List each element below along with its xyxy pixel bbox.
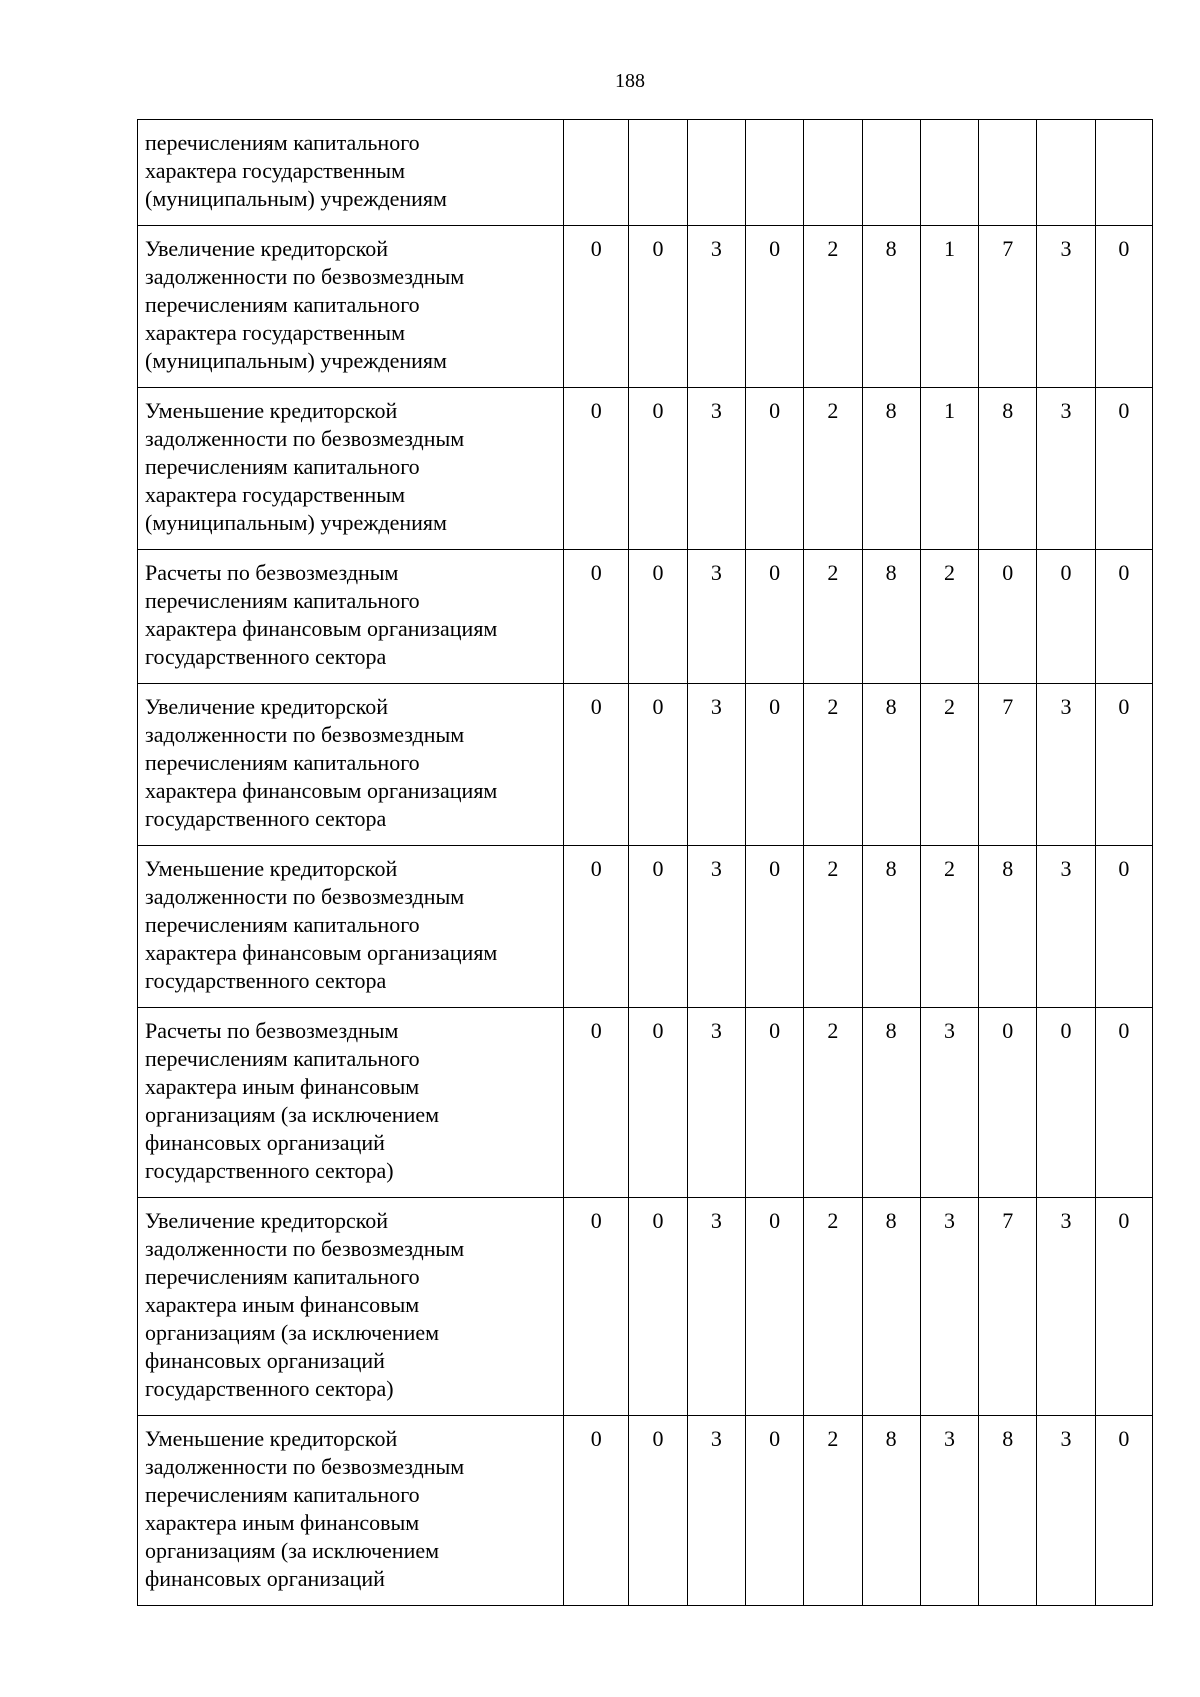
code-digit-cell: 0 — [745, 684, 803, 846]
table-row — [138, 1008, 1153, 1198]
code-digit-cell: 8 — [862, 684, 920, 846]
code-digit-cell: 3 — [687, 1008, 745, 1198]
table-row — [138, 388, 1153, 550]
code-digit-cell: 0 — [745, 846, 803, 1008]
code-digit-cell: 0 — [564, 1198, 629, 1416]
row-description: Увеличение кредиторской задолженности по безвозмездным перечислениям капитального характера финансовым организациям государственного сектора — [138, 684, 564, 846]
code-digit-cell: 0 — [1095, 1008, 1152, 1198]
code-digit-cell — [920, 120, 978, 226]
row-description: Увеличение кредиторской задолженности по безвозмездным перечислениям капитального характера иным финансовым организациям (за исключением финансовых организаций государственного сектора) — [138, 1198, 564, 1416]
code-digit-cell: 0 — [629, 846, 687, 1008]
row-description: Уменьшение кредиторской задолженности по безвозмездным перечислениям капитального характера иным финансовым организациям (за исключением финансовых организаций — [138, 1416, 564, 1606]
code-digit-cell: 3 — [687, 226, 745, 388]
code-digit-cell: 0 — [1037, 1008, 1095, 1198]
code-digit-cell: 0 — [564, 1416, 629, 1606]
code-digit-cell: 0 — [1037, 550, 1095, 684]
code-digit-cell: 2 — [920, 684, 978, 846]
table-row — [138, 684, 1153, 846]
code-digit-cell: 1 — [920, 388, 978, 550]
table-row — [138, 550, 1153, 684]
code-digit-cell: 3 — [687, 1198, 745, 1416]
row-description: Расчеты по безвозмездным перечислениям капитального характера финансовым организациям государственного сектора — [138, 550, 564, 684]
code-digit-cell — [1095, 120, 1152, 226]
code-digit-cell: 7 — [979, 1198, 1037, 1416]
row-description: Уменьшение кредиторской задолженности по безвозмездным перечислениям капитального характера государственным (муниципальным) учреждениям — [138, 388, 564, 550]
code-digit-cell — [1037, 120, 1095, 226]
code-digit-cell: 7 — [979, 226, 1037, 388]
table-row — [138, 226, 1153, 388]
code-digit-cell — [564, 120, 629, 226]
code-digit-cell: 0 — [745, 1416, 803, 1606]
row-description: Расчеты по безвозмездным перечислениям капитального характера иным финансовым организациям (за исключением финансовых организаций государственного сектора) — [138, 1008, 564, 1198]
code-digit-cell: 0 — [564, 846, 629, 1008]
code-digit-cell: 3 — [687, 684, 745, 846]
code-digit-cell: 3 — [687, 846, 745, 1008]
code-digit-cell: 2 — [804, 226, 862, 388]
code-digit-cell: 3 — [1037, 1416, 1095, 1606]
code-digit-cell: 2 — [804, 1416, 862, 1606]
code-digit-cell: 0 — [745, 550, 803, 684]
account-codes-table — [137, 119, 1153, 1606]
code-digit-cell: 0 — [1095, 226, 1152, 388]
table-row — [138, 120, 1153, 226]
code-digit-cell: 0 — [745, 1008, 803, 1198]
code-digit-cell: 2 — [804, 846, 862, 1008]
code-digit-cell: 0 — [1095, 550, 1152, 684]
code-digit-cell: 2 — [920, 846, 978, 1008]
code-digit-cell: 7 — [979, 684, 1037, 846]
code-digit-cell: 8 — [862, 1008, 920, 1198]
code-digit-cell: 2 — [804, 1008, 862, 1198]
page-number: 188 — [615, 70, 645, 92]
code-digit-cell: 0 — [564, 1008, 629, 1198]
code-digit-cell: 0 — [564, 684, 629, 846]
code-digit-cell — [745, 120, 803, 226]
code-digit-cell: 3 — [687, 550, 745, 684]
code-digit-cell: 8 — [979, 846, 1037, 1008]
code-digit-cell: 8 — [979, 388, 1037, 550]
code-digit-cell: 0 — [979, 1008, 1037, 1198]
code-digit-cell: 8 — [862, 846, 920, 1008]
code-digit-cell: 0 — [1095, 846, 1152, 1008]
code-digit-cell: 8 — [862, 388, 920, 550]
code-digit-cell: 0 — [1095, 684, 1152, 846]
table-row — [138, 1198, 1153, 1416]
code-digit-cell: 0 — [629, 1008, 687, 1198]
code-digit-cell: 2 — [804, 388, 862, 550]
code-digit-cell: 2 — [804, 1198, 862, 1416]
code-digit-cell: 0 — [745, 226, 803, 388]
code-digit-cell — [862, 120, 920, 226]
code-digit-cell: 0 — [564, 226, 629, 388]
code-digit-cell: 1 — [920, 226, 978, 388]
code-digit-cell: 2 — [920, 550, 978, 684]
code-digit-cell: 3 — [1037, 388, 1095, 550]
row-description: Уменьшение кредиторской задолженности по безвозмездным перечислениям капитального характера финансовым организациям государственного сектора — [138, 846, 564, 1008]
row-description: перечислениям капитального характера государственным (муниципальным) учреждениям — [138, 120, 564, 226]
code-digit-cell: 2 — [804, 684, 862, 846]
code-digit-cell: 0 — [629, 1416, 687, 1606]
code-digit-cell: 3 — [920, 1008, 978, 1198]
code-digit-cell: 0 — [745, 388, 803, 550]
code-digit-cell: 0 — [564, 550, 629, 684]
code-digit-cell: 3 — [1037, 684, 1095, 846]
code-digit-cell: 0 — [629, 1198, 687, 1416]
code-digit-cell: 3 — [920, 1416, 978, 1606]
code-digit-cell: 3 — [1037, 226, 1095, 388]
code-digit-cell: 0 — [1095, 1198, 1152, 1416]
code-digit-cell: 3 — [687, 388, 745, 550]
table-body — [138, 120, 1153, 1606]
row-description: Увеличение кредиторской задолженности по безвозмездным перечислениям капитального характера государственным (муниципальным) учреждениям — [138, 226, 564, 388]
code-digit-cell: 0 — [745, 1198, 803, 1416]
code-digit-cell: 8 — [862, 1198, 920, 1416]
code-digit-cell: 0 — [629, 388, 687, 550]
code-digit-cell: 3 — [687, 1416, 745, 1606]
code-digit-cell: 8 — [862, 226, 920, 388]
code-digit-cell: 0 — [1095, 1416, 1152, 1606]
code-digit-cell — [629, 120, 687, 226]
code-digit-cell — [804, 120, 862, 226]
code-digit-cell — [687, 120, 745, 226]
code-digit-cell: 3 — [920, 1198, 978, 1416]
code-digit-cell: 3 — [1037, 1198, 1095, 1416]
code-digit-cell: 0 — [629, 684, 687, 846]
table-row — [138, 1416, 1153, 1606]
code-digit-cell: 8 — [862, 550, 920, 684]
code-digit-cell: 0 — [979, 550, 1037, 684]
code-digit-cell: 0 — [629, 226, 687, 388]
code-digit-cell: 0 — [564, 388, 629, 550]
table-row — [138, 846, 1153, 1008]
code-digit-cell: 8 — [979, 1416, 1037, 1606]
code-digit-cell: 0 — [1095, 388, 1152, 550]
code-digit-cell: 3 — [1037, 846, 1095, 1008]
code-digit-cell — [979, 120, 1037, 226]
code-digit-cell: 8 — [862, 1416, 920, 1606]
code-digit-cell: 2 — [804, 550, 862, 684]
code-digit-cell: 0 — [629, 550, 687, 684]
